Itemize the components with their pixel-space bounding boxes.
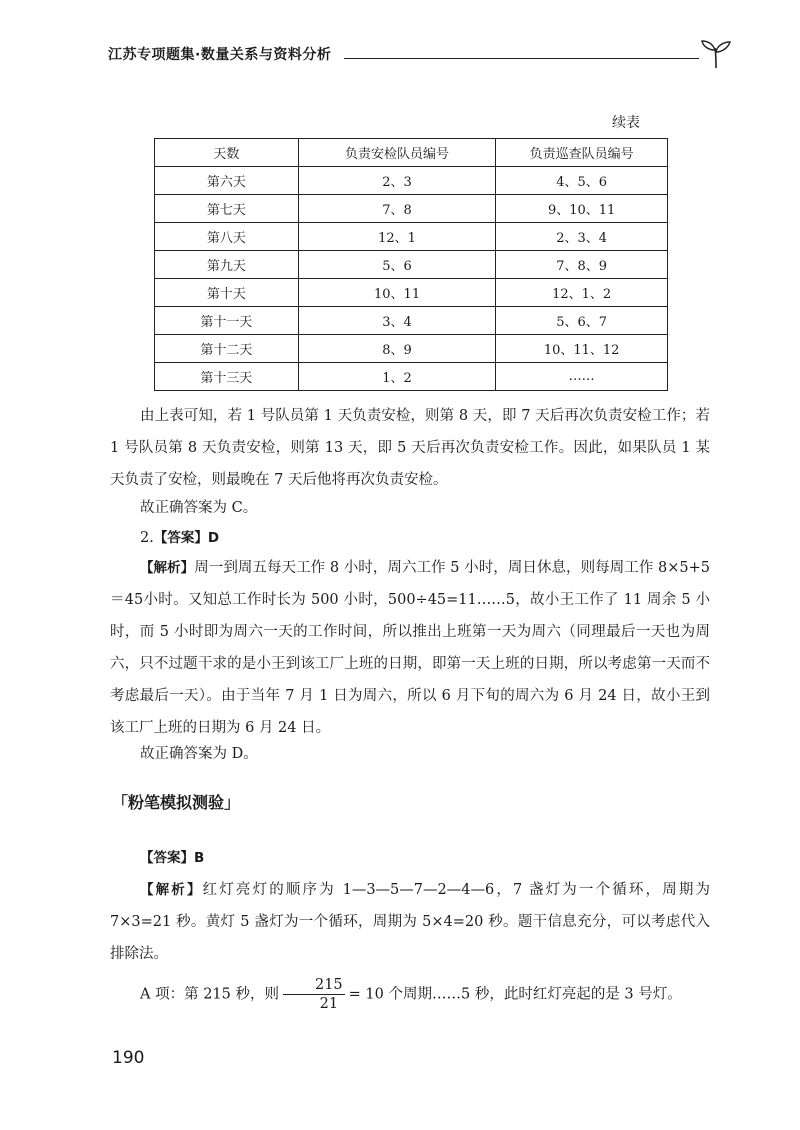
cell-patrol: 4、5、6 [496,167,668,195]
fraction-denominator: 21 [319,996,339,1012]
cell-patrol: 10、11、12 [496,335,668,363]
cell-patrol: 5、6、7 [496,307,668,335]
answer-label: 【答案】 [153,530,208,546]
cell-patrol: 12、1、2 [496,279,668,307]
header-security-check: 负责安检队员编号 [298,139,495,167]
q2-analysis [110,552,710,744]
q2-number: 2. [140,530,154,546]
mock-answer: B [194,850,205,866]
q1-conclusion: 故正确答案为 C。 [140,500,258,516]
mock-answer-line [110,842,710,874]
table-row [155,307,668,335]
table-row [155,363,668,391]
cell-security: 5、6 [298,251,495,279]
cell-security: 3、4 [298,307,495,335]
cell-day: 第十一天 [155,307,299,335]
option-a-prefix: A 项：第 215 秒，则 [140,986,279,1003]
cell-security: 10、11 [298,279,495,307]
cell-day: 第七天 [155,195,299,223]
mock-analysis-text: 红灯亮灯的顺序为 1—3—5—7—2—4—6，7 盏灯为一个循环，周期为 7×3=21 秒。黄灯 5 盏灯为一个循环，周期为 5×4=20 秒。题干信息充分，可以考虑代入排除法。 [110,882,711,962]
table-row [155,251,668,279]
cell-security: 7、8 [298,195,495,223]
mock-analysis [110,874,710,970]
cell-day: 第十天 [155,279,299,307]
q2-conclusion: 故正确答案为 D。 [140,746,258,762]
q2-analysis-text: 周一到周五每天工作 8 小时，周六工作 5 小时，周日休息，则每周工作 8×5+5＝45小时。又知总工作时长为 500 小时，500÷45=11……5，故小王工作了 11 周余 5 小时，而 5 小时即为周六一天的工作时间，所以推出上班第一天为周六（同理最后一天也为周六，只不过题干求的是小王到该工厂上班的日期，即第一天上班的日期，所以考虑第一天而不考虑最后一天）。由于当年 7 月 1 日为周六，所以 6 月下旬的周六为 6 月 24 日，故小王到该工厂上班的日期为 6 月 24 日。 [110,560,711,736]
table-row [155,195,668,223]
table-caption: 续表 [612,115,640,131]
sprout-icon [698,38,734,70]
cell-patrol: 2、3、4 [496,223,668,251]
option-a-line [110,976,710,1013]
cell-security: 8、9 [298,335,495,363]
page-number: 190 [112,1048,145,1068]
table-row [155,223,668,251]
cell-day: 第八天 [155,223,299,251]
cell-security: 12、1 [298,223,495,251]
cell-security: 1、2 [298,363,495,391]
duty-schedule-table [154,138,668,391]
answer-label: 【答案】 [140,850,194,866]
header-day: 天数 [155,139,299,167]
analysis-label: 【解析】 [140,882,203,898]
running-header [108,34,728,74]
fraction-numerator: 215 [283,976,345,995]
table-row [155,167,668,195]
cell-patrol: 7、8、9 [496,251,668,279]
q2-answer-line [110,522,710,554]
cell-security: 2、3 [298,167,495,195]
section-heading: 「粉笔模拟测验」 [112,793,241,812]
table-header-row [155,139,668,167]
book-title: 江苏专项题集·数量关系与资料分析 [108,47,332,63]
cell-patrol: 9、10、11 [496,195,668,223]
q2-answer: D [207,530,220,546]
table-row [155,279,668,307]
analysis-label: 【解析】 [140,560,195,576]
option-a-suffix: = 10 个周期……5 秒，此时红灯亮起的是 3 号灯。 [348,986,682,1003]
table-row [155,335,668,363]
header-rule [344,58,699,59]
cell-day: 第十二天 [155,335,299,363]
cell-day: 第九天 [155,251,299,279]
cell-day: 第六天 [155,167,299,195]
header-patrol: 负责巡查队员编号 [496,139,668,167]
cell-patrol: …… [496,363,668,391]
cell-day: 第十三天 [155,363,299,391]
fraction [283,976,345,1013]
q1-explanation: 由上表可知，若 1 号队员第 1 天负责安检，则第 8 天，即 7 天后再次负责安检工作；若 1 号队员第 8 天负责安检，则第 13 天，即 5 天后再次负责安检工作。因此，如果队员 1 某天负责了安检，则最晚在 7 天后他将再次负责安检。 [110,408,710,488]
